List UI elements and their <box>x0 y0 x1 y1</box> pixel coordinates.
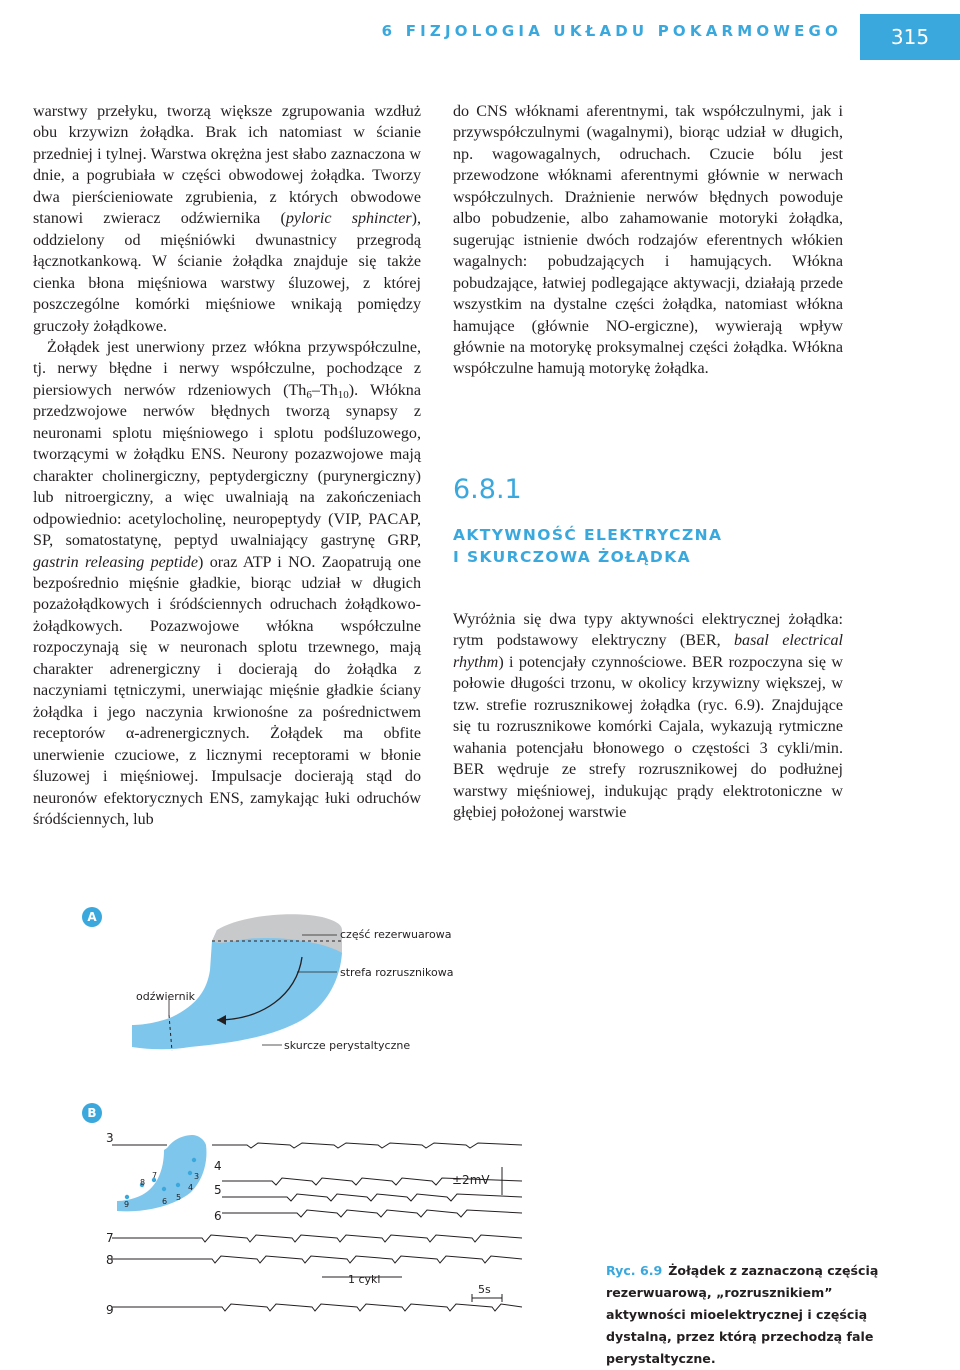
figure-caption <box>606 1260 906 1370</box>
trace-9 <box>112 1304 522 1311</box>
left-column <box>33 101 421 830</box>
point-9 <box>125 1195 129 1199</box>
label-pacemaker: strefa rozrusznikowa <box>340 966 454 979</box>
trace-6 <box>222 1210 522 1217</box>
figure-drawing <box>72 895 592 1340</box>
label-peristalsis: skurcze perystaltyczne <box>284 1039 411 1052</box>
panel-b-letter: B <box>82 1103 102 1123</box>
chapter-title: 6 FIZJOLOGIA UKŁADU POKARMOWEGO <box>381 22 842 40</box>
left-paragraph-2: Żołądek jest unerwiony przez włókna przywspółczulne, tj. nerwy błędne i nerwy współczulne, pochodzące z piersiowych nerwów rdzeniowych $(Th_6-Th_{10})$. Włókna przedzwojowe nerwów błędnych tworzą synapsy z neuronami splotu mięśniowego i splotu podśluzowego, tworzącymi w żołądku ENS. Neurony pozazwojowe mają charakter cholinergiczny, peptydergiczny (purynergiczny) lub nitroergiczny, a więc uwalniają na zakończeniach odpowiednio: acetylocholinę, neuropeptydy (VIP, PACAP, SP, somatostatynę, peptyd uwalniający gastrynę GRP, gastrin releasing peptide) oraz ATP i NO. Zaopatrują one bezpośrednio mięśnie gładkie, biorąc udział w długich pozażołądkowych i śródściennych odruchach żołądkowo-żołądkowych. Pozazwojowe włókna współczulne rozpoczynają się w neuronach splotu trzewnego, mają charakter adrenergiczny i docierają do żołądka z naczyniami tętniczymi, unerwiając mięśnie gładkie ściany żołądka i jego naczynia krwionośne za pośrednictwem receptorów α-adrenergicznych. Żołądek ma obfite unerwienie czuciowe, z licznymi receptorami w błonie śluzowej i mięśniowej. Impulsacje docierają stąd do neuronów efektorycznych ENS, zamykając łuki odruchów śródściennych, lub <box>33 338 421 828</box>
trace-label-8: 8 <box>106 1253 114 1267</box>
inset-label-6: 6 <box>162 1197 168 1206</box>
label-reservoir: część rezerwuarowa <box>340 928 452 941</box>
right-paragraph-1: do CNS włóknami aferentnymi, tak współczulnymi, jak i przywspółczulnymi (wagalnymi), biorąc udział w długich, np. wagowagalnych, odruchach. Czucie bólu jest przewodzone włóknami aferentnymi głównie w nerwach współczulnych. Drażnienie nerwów błędnych powoduje albo pobudzenie, albo zahamowanie motoryki żołądka, sugerując istnienie dwóch rodzajów eferentnych włókien wagalnych: pobudzających i hamujących. Włókna pobudzające, łatwiej podlegające aktywacji, działają przede wszystkim na dystalne części żołądka, natomiast włókna hamujące (głównie NO-ergiczne), wywierają wpływ głównie na motorykę proksymalnej części żołądka. Włókna współczulne hamują motorykę żołądka. <box>453 103 843 378</box>
scale-cycle: 1 cykl <box>348 1273 381 1286</box>
trace-7 <box>112 1235 522 1242</box>
point-6 <box>162 1187 166 1191</box>
panel-a-letter: A <box>82 907 102 927</box>
inset-label-4: 4 <box>188 1183 194 1192</box>
label-pylorus: odźwiernik <box>136 990 196 1003</box>
trace-8 <box>112 1256 522 1263</box>
page-number: 315 <box>860 14 960 60</box>
inset-label-7: 7 <box>152 1171 158 1180</box>
section-number: 6.8.1 <box>453 474 522 505</box>
point-3 <box>192 1158 196 1162</box>
inset-label-9: 9 <box>124 1200 130 1209</box>
trace-label-3: 3 <box>106 1131 114 1145</box>
section-title: AKTYWNOŚĆ ELEKTRYCZNA I SKURCZOWA ŻOŁĄDKA <box>453 526 723 566</box>
trace-label-7: 7 <box>106 1231 114 1245</box>
right-column <box>453 101 843 380</box>
caption-number: Ryc. 6.9 <box>606 1263 663 1278</box>
left-paragraph-1: warstwy przełyku, tworzą większe zgrupowania wzdłuż obu krzywizn żołądka. Brak ich natomiast w ścianie przedniej i tylnej. Warstwa okrężna jest słabo zaznaczona w dnie, a pogrubiała w części obwodowej żołądka. Tworzy dwa pierścieniowate zgrubienia, z których obwodowe stanowi zwieracz odźwiernika (pyloric sphincter), oddzielony od mięśniówki dwunastnicy przegrodą łącznotkankową. W ścianie żołądka znajduje się także cienka błona mięśniowa warstwy śluzowej, z której poszczególne komórki mięśniowe wnikają pomiędzy gruczoły żołądkowe. <box>33 103 421 335</box>
scale-time: 5s <box>478 1283 491 1296</box>
inset-label-5: 5 <box>176 1193 182 1202</box>
point-5 <box>176 1183 180 1187</box>
trace-5 <box>222 1194 522 1201</box>
trace-label-5: 5 <box>214 1183 222 1197</box>
inset-label-8: 8 <box>140 1178 146 1187</box>
point-4 <box>188 1171 192 1175</box>
caption-text: Żołądek z zaznaczoną częścią rezerwuarową, „rozrusznikiem” aktywności mioelektrycznej i częścią dystalną, przez którą przechodzą fale perystaltyczne. <box>606 1263 879 1366</box>
trace-label-4: 4 <box>214 1159 222 1173</box>
inset-label-3: 3 <box>194 1172 200 1181</box>
figure-6-9 <box>72 895 592 1340</box>
section-paragraph: Wyróżnia się dwa typy aktywności elektrycznej żołądka: rytm podstawowy elektryczny (BER, basal electrical rhythm) i potencjały czynnościowe. BER rozpoczyna się w połowie długości trzonu, w okolicy krzywizny większej, w tzw. strefie rozrusznikowej żołądka (ryc. 6.9). Znajdujące się tu rozrusznikowe komórki Cajala, wykazują rytmiczne wahania potencjału błonowego o częstości 3 cykli/min. BER wędruje ze strefy rozrusznikowej do podłużnej warstwy mięśniowej, indukując prądy elektrotoniczne w głębiej położonej warstwie <box>453 611 843 822</box>
trace-label-9: 9 <box>106 1303 114 1317</box>
trace-label-6: 6 <box>214 1209 222 1223</box>
scale-voltage: ±2mV <box>452 1173 490 1187</box>
